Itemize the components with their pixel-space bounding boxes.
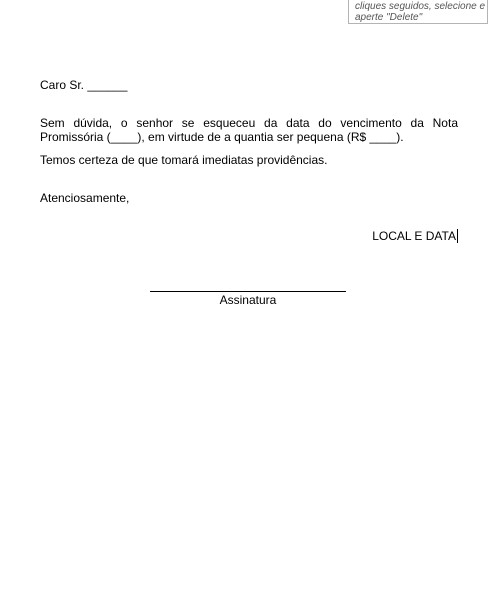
letter-greeting[interactable]: Caro Sr. ______ — [40, 78, 128, 92]
letter-paragraph-reminder[interactable]: Sem dúvida, o senhor se esqueceu da data do vencimento da Nota Promissória (____), em virtude de a quantia ser pequena (R$ ____). — [40, 116, 458, 144]
local-date-line[interactable] — [372, 229, 458, 243]
text-cursor — [457, 229, 458, 243]
signature-label: Assinatura — [219, 293, 277, 307]
instruction-note-line-2: aperte "Delete" — [355, 12, 423, 23]
instruction-note-box — [348, 0, 488, 24]
local-date-text: LOCAL E DATA — [372, 229, 456, 243]
instruction-note-line-1: cliques seguidos, selecione e — [355, 1, 486, 12]
letter-closing[interactable]: Atenciosamente, — [40, 191, 130, 205]
signature-line — [150, 291, 346, 292]
letter-paragraph-confidence[interactable]: Temos certeza de que tomará imediatas providências. — [40, 153, 328, 167]
